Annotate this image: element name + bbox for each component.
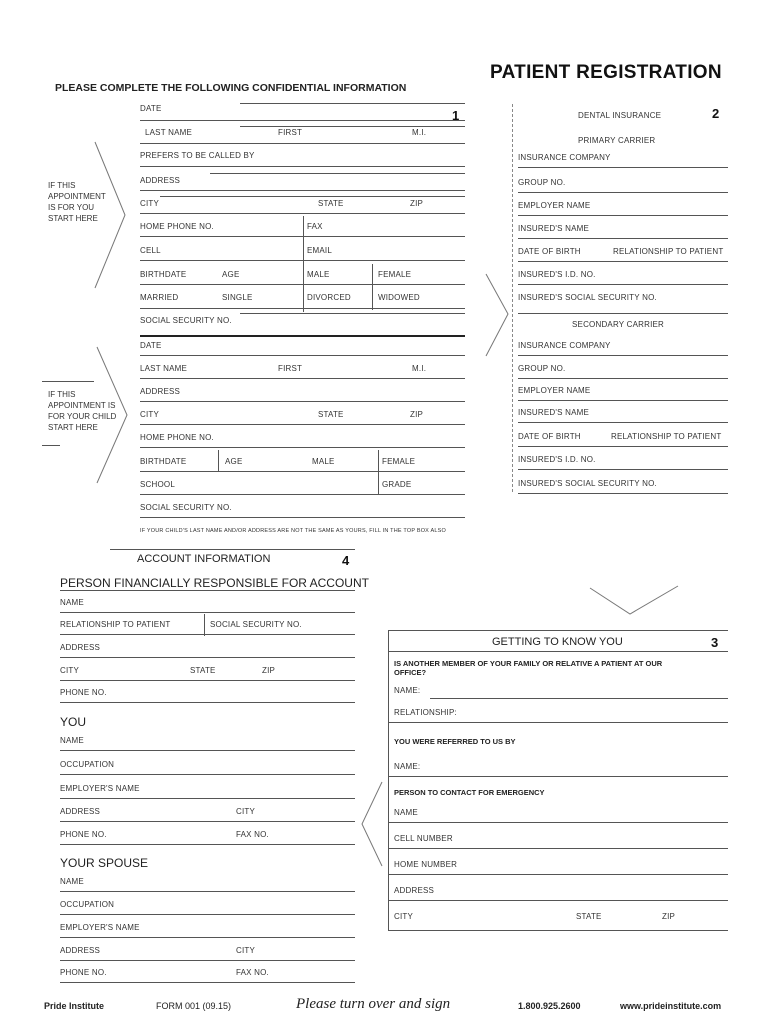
child-ssn-label: SOCIAL SECURITY NO. xyxy=(140,503,232,512)
divider xyxy=(140,447,465,448)
self-date-line[interactable] xyxy=(240,103,465,104)
footer-sign-note: Please turn over and sign xyxy=(296,996,451,1012)
child-age-label: AGE xyxy=(225,457,243,466)
self-male-checkbox[interactable]: MALE xyxy=(307,270,330,279)
primary-dob-label: DATE OF BIRTH xyxy=(518,247,581,256)
divider xyxy=(60,680,355,681)
section-2-number: 2 xyxy=(712,106,720,121)
child-last-name-label: LAST NAME xyxy=(140,364,187,373)
primary-insured-id-label: INSURED'S I.D. NO. xyxy=(518,270,596,279)
emergency-home-label: HOME NUMBER xyxy=(394,860,458,869)
emergency-zip-label: ZIP xyxy=(662,912,676,921)
secondary-insured-ssn-label: INSURED'S SOCIAL SECURITY NO. xyxy=(518,479,657,488)
child-address-label: ADDRESS xyxy=(140,387,181,396)
self-home-phone-label: HOME PHONE NO. xyxy=(140,222,214,231)
divider xyxy=(388,930,728,931)
self-ssn-label: SOCIAL SECURITY NO. xyxy=(140,316,232,325)
self-widowed-checkbox[interactable]: WIDOWED xyxy=(378,293,420,302)
resp-city-label: CITY xyxy=(60,666,80,675)
self-city-line[interactable] xyxy=(160,196,465,197)
self-first-label: FIRST xyxy=(278,128,303,137)
emergency-contact-label: PERSON TO CONTACT FOR EMERGENCY xyxy=(394,788,545,797)
child-mi-label: M.I. xyxy=(412,364,427,373)
divider xyxy=(388,722,728,723)
spouse-fax-label: FAX NO. xyxy=(236,968,269,977)
child-state-label: STATE xyxy=(318,410,344,419)
secondary-insured-name-label: INSURED'S NAME xyxy=(518,408,590,417)
referred-by-label: YOU WERE REFERRED TO US BY xyxy=(394,737,516,746)
divider xyxy=(140,143,465,144)
getting-to-know-title: GETTING TO KNOW YOU xyxy=(492,636,623,648)
resp-ssn-label: SOCIAL SECURITY NO. xyxy=(210,620,302,629)
resp-name-label: NAME xyxy=(60,598,84,607)
divider xyxy=(218,450,219,472)
primary-insured-ssn-label: INSURED'S SOCIAL SECURITY NO. xyxy=(518,293,657,302)
self-email-label: EMAIL xyxy=(307,246,333,255)
self-single-checkbox[interactable]: SINGLE xyxy=(222,293,253,302)
spouse-city-label: CITY xyxy=(236,946,256,955)
divider xyxy=(60,612,355,613)
you-employer-label: EMPLOYER'S NAME xyxy=(60,784,140,793)
self-name-line[interactable] xyxy=(240,126,465,127)
insurance-title: DENTAL INSURANCE xyxy=(578,111,662,120)
divider xyxy=(518,284,728,285)
resp-zip-label: ZIP xyxy=(262,666,276,675)
you-city-label: CITY xyxy=(236,807,256,816)
divider xyxy=(60,774,355,775)
divider xyxy=(140,471,465,472)
emergency-city-label: CITY xyxy=(394,912,414,921)
emergency-name-label: NAME xyxy=(394,808,418,817)
primary-company-label: INSURANCE COMPANY xyxy=(518,153,611,162)
divider xyxy=(60,960,355,961)
self-zip-label: ZIP xyxy=(410,199,424,208)
family-name-label: NAME: xyxy=(394,686,421,695)
section-divider xyxy=(140,335,465,337)
child-female-checkbox[interactable]: FEMALE xyxy=(382,457,416,466)
self-fax-label: FAX xyxy=(307,222,323,231)
child-first-label: FIRST xyxy=(278,364,303,373)
secondary-carrier-label: SECONDARY CARRIER xyxy=(572,320,665,329)
form-subtitle: PLEASE COMPLETE THE FOLLOWING CONFIDENTIAL INFORMATION xyxy=(55,82,407,94)
divider xyxy=(518,446,728,447)
spouse-address-label: ADDRESS xyxy=(60,946,101,955)
divider xyxy=(518,215,728,216)
divider xyxy=(518,493,728,494)
divider xyxy=(518,422,728,423)
divider xyxy=(518,313,728,314)
self-female-checkbox[interactable]: FEMALE xyxy=(378,270,412,279)
divider xyxy=(60,590,355,591)
child-note: IF YOUR CHILD'S LAST NAME AND/OR ADDRESS ARE NOT THE SAME AS YOURS, FILL IN THE TOP BOX ALSO xyxy=(140,528,446,534)
you-occupation-label: OCCUPATION xyxy=(60,760,115,769)
you-phone-label: PHONE NO. xyxy=(60,830,107,839)
divider xyxy=(60,982,355,983)
spouse-occupation-label: OCCUPATION xyxy=(60,900,115,909)
divider xyxy=(140,308,465,309)
section-1-number: 1 xyxy=(452,108,460,123)
divider xyxy=(518,261,728,262)
bracket-self-icon xyxy=(90,140,130,290)
divider xyxy=(60,634,355,635)
divider xyxy=(60,750,355,751)
emergency-state-label: STATE xyxy=(576,912,602,921)
divider xyxy=(388,848,728,849)
divider xyxy=(60,914,355,915)
account-title: ACCOUNT INFORMATION xyxy=(137,553,271,565)
primary-carrier-label: PRIMARY CARRIER xyxy=(578,136,656,145)
divider xyxy=(140,260,465,261)
primary-insured-name-label: INSURED'S NAME xyxy=(518,224,590,233)
self-state-label: STATE xyxy=(318,199,344,208)
spouse-heading: YOUR SPOUSE xyxy=(60,856,149,870)
divider xyxy=(140,236,465,237)
secondary-employer-label: EMPLOYER NAME xyxy=(518,386,591,395)
divider xyxy=(372,264,373,310)
primary-employer-label: EMPLOYER NAME xyxy=(518,201,591,210)
divider xyxy=(388,776,728,777)
bracket-connector-icon xyxy=(354,780,390,870)
resp-relationship-label: RELATIONSHIP TO PATIENT xyxy=(60,620,171,629)
child-grade-label: GRADE xyxy=(382,480,412,489)
divider xyxy=(388,822,728,823)
divider xyxy=(42,445,60,446)
footer-form-number: FORM 001 (09.15) xyxy=(156,1001,232,1011)
divider xyxy=(388,630,728,631)
secondary-dob-label: DATE OF BIRTH xyxy=(518,432,581,441)
divider xyxy=(518,355,728,356)
primary-group-label: GROUP NO. xyxy=(518,178,566,187)
resp-phone-label: PHONE NO. xyxy=(60,688,107,697)
divider xyxy=(60,821,355,822)
chevron-down-icon xyxy=(586,580,686,620)
divider xyxy=(110,549,355,550)
child-city-label: CITY xyxy=(140,410,160,419)
section-3-number: 3 xyxy=(711,635,719,650)
resp-address-label: ADDRESS xyxy=(60,643,101,652)
divider xyxy=(60,798,355,799)
self-married-checkbox[interactable]: MARRIED xyxy=(140,293,179,302)
divider xyxy=(518,167,728,168)
divider xyxy=(60,891,355,892)
referred-name-label: NAME: xyxy=(394,762,421,771)
child-birthdate-label: BIRTHDATE xyxy=(140,457,187,466)
spouse-phone-label: PHONE NO. xyxy=(60,968,107,977)
child-zip-label: ZIP xyxy=(410,410,424,419)
you-heading: YOU xyxy=(60,715,87,729)
self-address-label: ADDRESS xyxy=(140,176,181,185)
self-birthdate-label: BIRTHDATE xyxy=(140,270,187,279)
self-date-label: DATE xyxy=(140,104,162,113)
primary-relationship-label: RELATIONSHIP TO PATIENT xyxy=(613,247,724,256)
bracket-child-icon xyxy=(92,345,132,485)
footer-website[interactable]: www.prideinstitute.com xyxy=(620,1001,722,1011)
family-patient-question: IS ANOTHER MEMBER OF YOUR FAMILY OR RELATIVE A PATIENT AT OUR OFFICE? xyxy=(394,659,663,677)
emergency-cell-label: CELL NUMBER xyxy=(394,834,453,843)
responsible-heading: PERSON FINANCIALLY RESPONSIBLE FOR ACCOUNT xyxy=(60,576,369,590)
divider xyxy=(140,424,465,425)
divider xyxy=(140,213,465,214)
divider xyxy=(303,216,304,312)
self-preferred-label: PREFERS TO BE CALLED BY xyxy=(140,151,255,160)
self-age-label: AGE xyxy=(222,270,240,279)
child-home-phone-label: HOME PHONE NO. xyxy=(140,433,214,442)
divider xyxy=(518,469,728,470)
divider xyxy=(140,401,465,402)
you-name-label: NAME xyxy=(60,736,84,745)
divider xyxy=(60,657,355,658)
divider xyxy=(204,614,205,636)
self-divorced-checkbox[interactable]: DIVORCED xyxy=(307,293,351,302)
divider xyxy=(60,844,355,845)
divider xyxy=(140,378,465,379)
divider xyxy=(140,120,465,121)
emergency-address-label: ADDRESS xyxy=(394,886,435,895)
divider xyxy=(60,702,355,703)
child-date-label: DATE xyxy=(140,341,162,350)
family-name-line[interactable] xyxy=(430,698,728,699)
divider xyxy=(388,900,728,901)
divider xyxy=(388,874,728,875)
divider xyxy=(518,192,728,193)
side-note-child: IF THIS APPOINTMENT IS FOR YOUR CHILD START HERE xyxy=(48,390,117,432)
footer-phone: 1.800.925.2600 xyxy=(518,1001,581,1011)
secondary-insured-id-label: INSURED'S I.D. NO. xyxy=(518,455,596,464)
divider xyxy=(140,166,465,167)
family-relationship-label: RELATIONSHIP: xyxy=(394,708,457,717)
secondary-company-label: INSURANCE COMPANY xyxy=(518,341,611,350)
divider xyxy=(388,630,389,930)
divider xyxy=(518,378,728,379)
divider xyxy=(140,494,465,495)
self-city-label: CITY xyxy=(140,199,160,208)
you-fax-label: FAX NO. xyxy=(236,830,269,839)
resp-state-label: STATE xyxy=(190,666,216,675)
child-male-checkbox[interactable]: MALE xyxy=(312,457,335,466)
section-4-number: 4 xyxy=(342,553,350,568)
you-address-label: ADDRESS xyxy=(60,807,101,816)
spouse-name-label: NAME xyxy=(60,877,84,886)
bracket-insurance-icon xyxy=(478,270,518,360)
divider xyxy=(388,651,728,652)
divider xyxy=(42,381,94,382)
divider xyxy=(140,517,465,518)
self-mi-label: M.I. xyxy=(412,128,427,137)
spouse-employer-label: EMPLOYER'S NAME xyxy=(60,923,140,932)
self-address-line[interactable] xyxy=(210,173,465,174)
divider xyxy=(378,450,379,494)
child-school-label: SCHOOL xyxy=(140,480,175,489)
divider xyxy=(140,190,465,191)
divider xyxy=(518,400,728,401)
page-title: PATIENT REGISTRATION xyxy=(490,62,722,83)
secondary-group-label: GROUP NO. xyxy=(518,364,566,373)
self-cell-label: CELL xyxy=(140,246,161,255)
footer-brand: Pride Institute xyxy=(44,1001,105,1011)
divider xyxy=(140,284,465,285)
secondary-relationship-label: RELATIONSHIP TO PATIENT xyxy=(611,432,722,441)
divider xyxy=(140,355,465,356)
divider xyxy=(518,238,728,239)
side-note-self: IF THIS APPOINTMENT IS FOR YOU START HERE xyxy=(48,181,106,223)
divider xyxy=(60,937,355,938)
self-ssn-line[interactable] xyxy=(240,313,465,314)
self-last-name-label: LAST NAME xyxy=(145,128,192,137)
